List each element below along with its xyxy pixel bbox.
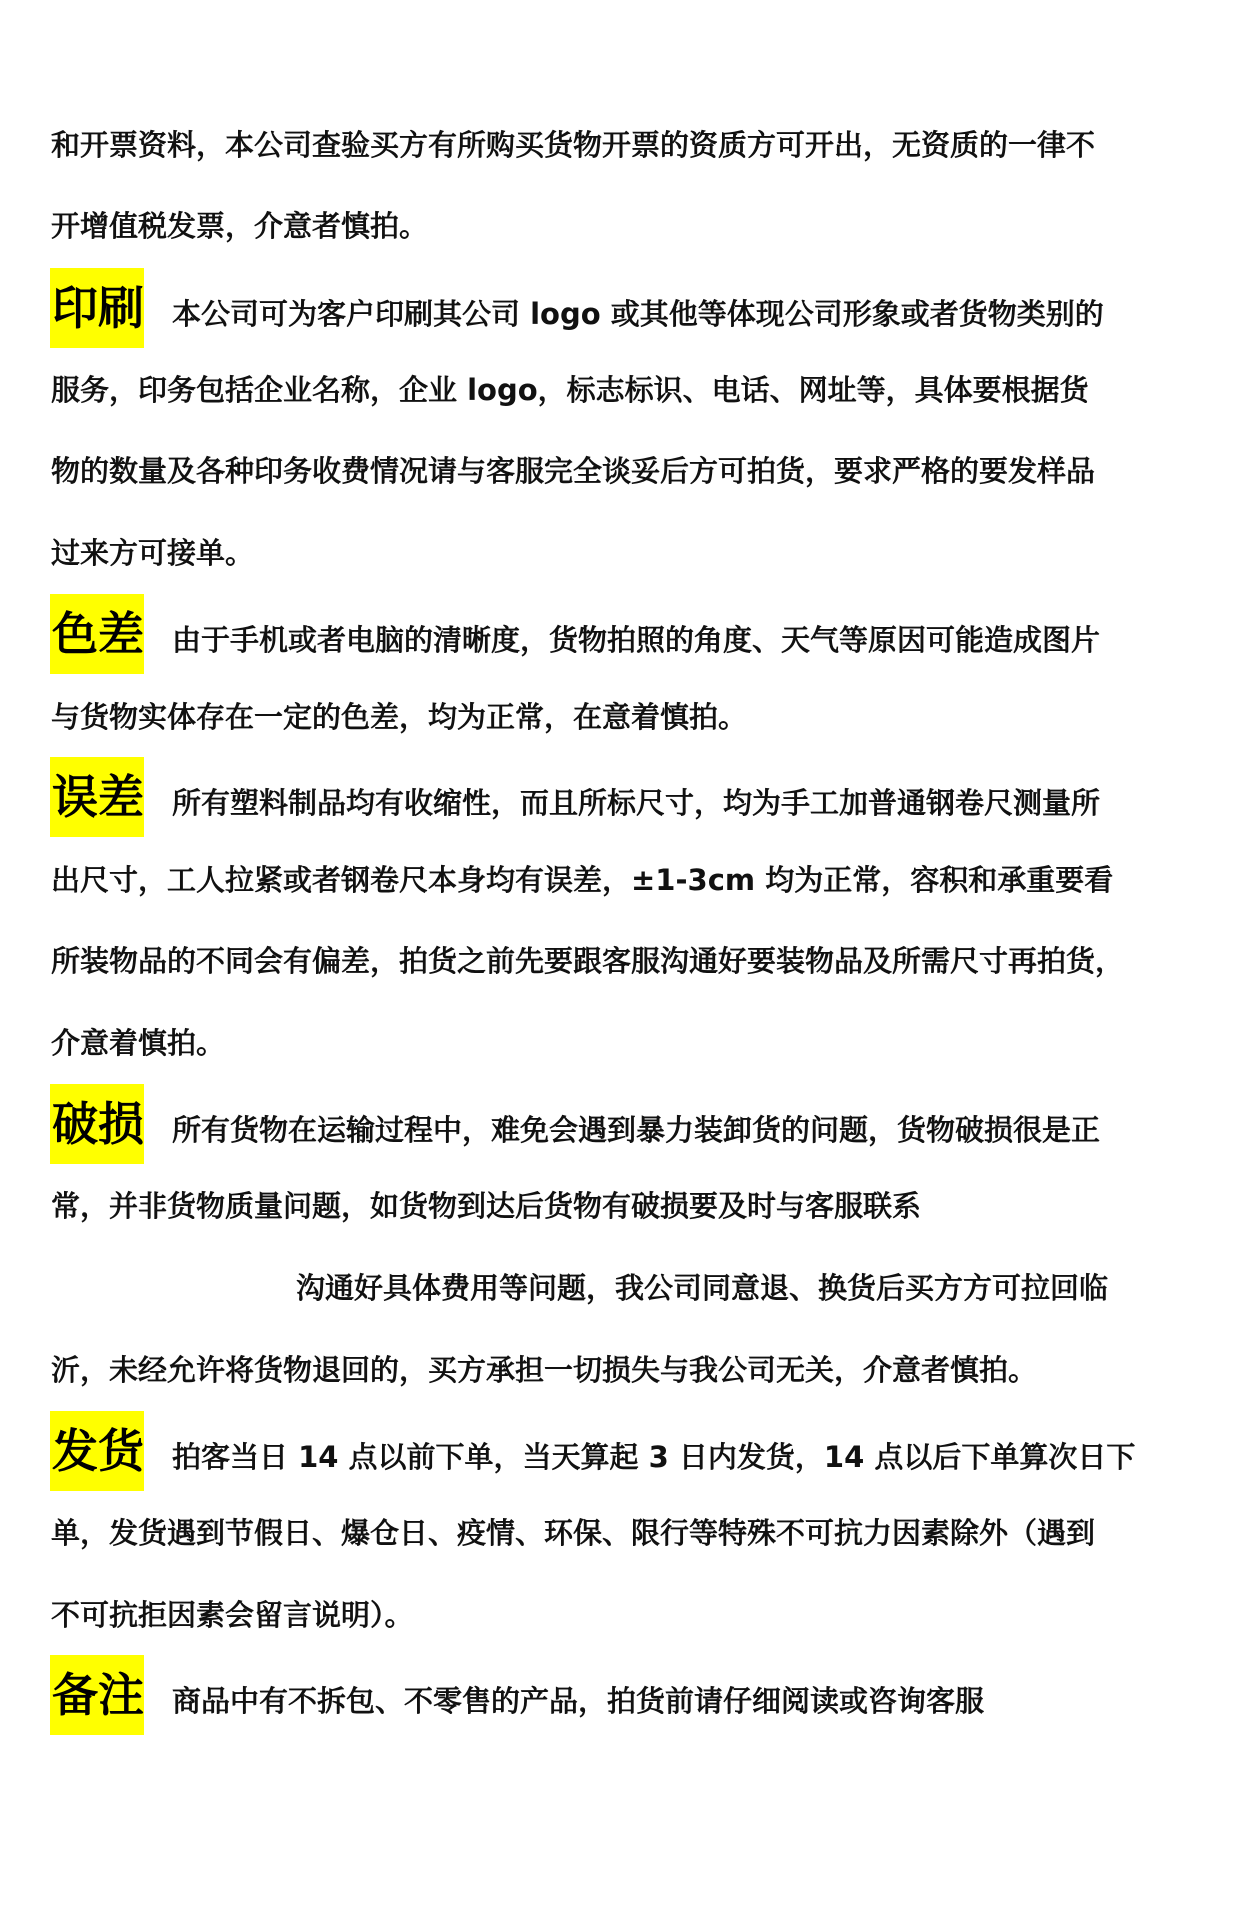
printing-line-2: 服务，印务包括企业名称，企业 logo，标志标识、电话、网址等，具体要根据货	[51, 373, 1089, 407]
color-difference-line-2: 与货物实体存在一定的色差，均为正常，在意着慎拍。	[51, 700, 748, 734]
tolerance-line-1: 所有塑料制品均有收缩性，而且所标尺寸，均为手工加普通钢卷尺测量所	[172, 786, 1101, 820]
intro-line-2: 开增值税发票，介意者慎拍。	[51, 209, 429, 243]
shipping-line-3: 不可抗拒因素会留言说明）。	[51, 1598, 414, 1632]
section-tag-damage: 破损	[50, 1084, 144, 1164]
remarks-line-1: 商品中有不拆包、不零售的产品，拍货前请仔细阅读或咨询客服	[172, 1684, 985, 1718]
tolerance-line-2: 出尺寸，工人拉紧或者钢卷尺本身均有误差，±1-3cm 均为正常，容积和承重要看	[51, 863, 1114, 897]
shipping-line-1: 拍客当日 14 点以前下单，当天算起 3 日内发货，14 点以后下单算次日下	[172, 1440, 1136, 1474]
tolerance-line-4: 介意着慎拍。	[51, 1026, 226, 1060]
section-tag-shipping: 发货	[50, 1411, 144, 1491]
damage-line-3: 沟通好具体费用等问题，我公司同意退、换货后买方方可拉回临	[296, 1271, 1109, 1305]
printing-line-4: 过来方可接单。	[51, 536, 255, 570]
shipping-line-2: 单，发货遇到节假日、爆仓日、疫情、环保、限行等特殊不可抗力因素除外（遇到	[51, 1516, 1096, 1550]
tolerance-line-3: 所装物品的不同会有偏差，拍货之前先要跟客服沟通好要装物品及所需尺寸再拍货，	[51, 944, 1125, 978]
damage-line-4: 沂，未经允许将货物退回的，买方承担一切损失与我公司无关，介意者慎拍。	[51, 1353, 1038, 1387]
section-tag-color-difference: 色差	[50, 594, 144, 674]
damage-line-2: 常，并非货物质量问题，如货物到达后货物有破损要及时与客服联系	[51, 1189, 922, 1223]
color-difference-line-1: 由于手机或者电脑的清晰度，货物拍照的角度、天气等原因可能造成图片	[172, 623, 1101, 657]
printing-line-3: 物的数量及各种印务收费情况请与客服完全谈妥后方可拍货，要求严格的要发样品	[51, 454, 1096, 488]
printing-line-1: 本公司可为客户印刷其公司 logo 或其他等体现公司形象或者货物类别的	[172, 297, 1104, 331]
damage-line-1: 所有货物在运输过程中，难免会遇到暴力装卸货的问题，货物破损很是正	[172, 1113, 1101, 1147]
section-tag-remarks: 备注	[50, 1655, 144, 1735]
section-tag-printing: 印刷	[50, 268, 144, 348]
intro-line-1: 和开票资料，本公司查验买方有所购买货物开票的资质方可开出，无资质的一律不	[51, 128, 1096, 162]
section-tag-tolerance: 误差	[50, 757, 144, 837]
